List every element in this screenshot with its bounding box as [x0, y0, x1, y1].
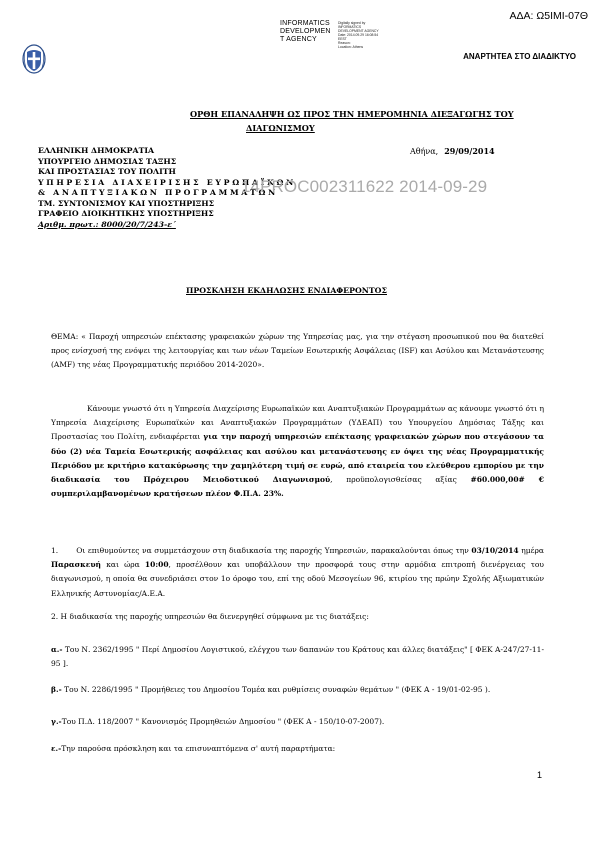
intro-paragraph	[51, 402, 544, 501]
point-1-text: Οι επιθυμούντες να συμμετάσχουν στη διαδικασία της παροχής Υπηρεσιών, παρακαλούνται όπως την	[76, 546, 472, 555]
issuer-line: ΕΛΛΗΝΙΚΗ ΔΗΜΟΚΡΑΤΙΑ	[38, 146, 155, 155]
invitation-heading: ΠΡΟΣΚΛΗΣΗ ΕΚΔΗΛΩΣΗΣ ΕΝΔΙΑΦΕΡΟΝΤΟΣ	[186, 286, 387, 295]
provision-text: Του Π.Δ. 118/2007 " Κανονισμός Προμηθειών Δημοσίου " (ΦΕΚ Α - 150/10-07-2007).	[61, 717, 385, 726]
digital-signature-details	[338, 21, 398, 49]
intro-bold-text: για την παροχή υπηρεσιών επέκτασης γραφειακών χώρων που στεγάσουν τα δύο (2) νέα Ταμεία Εσωτερικής ασφάλειας και ασύλου και μετανάστευσης εν όψει της νέας Προγραμματικής Περιόδου με κριτήριο κατακύρωσης την χαμηλότερη τιμή σε ευρώ, από εταιρεία του ελεύθερου εμπορίου με την διαδικασία του Πρόχειρου Μειοδοτικού Διαγωνισμού	[51, 432, 544, 485]
ada-code: ΑΔΑ: Ω5ΙΜΙ-07Θ	[509, 10, 588, 22]
document-date: 29/09/2014	[444, 146, 495, 156]
budget-amount: #60.000,00# € συμπεριλαμβανομένων κρατήσεων πλέον Φ.Π.Α. 23%.	[51, 475, 544, 499]
submission-time: 10:00	[144, 560, 169, 570]
point-1	[51, 544, 544, 601]
intro-text-cont: , προϋπολογισθείσας αξίας	[330, 475, 471, 485]
signature-detail-line: Location: Athens	[338, 45, 364, 49]
provision-label: α.-	[51, 645, 63, 654]
provision-label: γ.-	[51, 717, 62, 726]
submission-day: Παρασκευή	[51, 560, 101, 570]
point-number: 1.	[51, 546, 59, 555]
internet-posting-notice: ΑΝΑΡΤΗΤΕΑ ΣΤΟ ΔΙΑΔΙΚΤΥΟ	[463, 52, 576, 61]
protocol-watermark: 14PROC002311622 2014-09-29	[241, 177, 488, 196]
provision-label: ε.-	[51, 744, 62, 753]
greek-emblem-icon	[22, 44, 46, 74]
point-1-text: ημέρα	[518, 546, 544, 555]
provision-label: β.-	[51, 685, 62, 694]
signature-detail-line: INFORMATICS	[338, 25, 362, 29]
issuer-line: & ΑΝΑΠΤΥΞΙΑΚΩΝ ΠΡΟΓΡΑΜΜΑΤΩΝ	[38, 188, 278, 197]
provision-e	[51, 742, 544, 756]
provision-text: Του Ν. 2362/1995 " Περί Δημοσίου Λογιστικού, ελέγχου των δαπανών του Κράτους και άλλες διατάξεις" [ ΦΕΚ Α-247/27-11-95 ].	[51, 645, 544, 669]
submission-date: 03/10/2014	[471, 546, 519, 555]
signature-org-line: INFORMATICS	[280, 20, 330, 27]
signature-detail-line: Reason:	[338, 41, 351, 45]
issuer-line: ΓΡΑΦΕΙΟ ΔΙΟΙΚΗΤΙΚΗΣ ΥΠΟΣΤΗΡΙΞΗΣ	[38, 209, 214, 218]
signature-detail-line: DEVELOPMENT AGENCY	[338, 29, 379, 33]
signature-detail-line: Date: 2014.09.29 16:08:54	[338, 33, 379, 37]
signature-detail-line: Digitally signed by	[338, 21, 366, 25]
signature-org-line: T AGENCY	[280, 36, 317, 43]
correction-title	[190, 107, 550, 135]
protocol-reference: Αριθμ. πρωτ.: 8000/20/7/243-ε΄	[38, 219, 176, 229]
date-line	[410, 146, 495, 156]
correction-title-line1: ΟΡΘΗ ΕΠΑΝΑΛΗΨΗ ΩΣ ΠΡΟΣ ΤΗΝ ΗΜΕΡΟΜΗΝΙΑ ΔΙΕΞΑΓΩΓΗΣ ΤΟΥ	[190, 109, 514, 119]
point-1-text: και ώρα	[100, 560, 145, 570]
issuer-line: ΚΑΙ ΠΡΟΣΤΑΣΙΑΣ ΤΟΥ ΠΟΛΙΤΗ	[38, 167, 176, 176]
provision-c	[51, 715, 544, 729]
city: Αθήνα,	[410, 147, 439, 156]
signature-detail-line: EEST	[338, 37, 347, 41]
issuer-line: ΥΠΟΥΡΓΕΙΟ ΔΗΜΟΣΙΑΣ ΤΑΞΗΣ	[38, 156, 177, 166]
point-2: 2. Η διαδικασία της παροχής υπηρεσιών θα διενεργηθεί σύμφωνα με τις διατάξεις:	[51, 612, 369, 621]
issuer-line: ΤΜ. ΣΥΝΤΟΝΙΣΜΟΥ ΚΑΙ ΥΠΟΣΤΗΡΙΞΗΣ	[38, 198, 215, 208]
subject-paragraph: ΘΕΜΑ: « Παροχή υπηρεσιών επέκτασης γραφειακών χώρων της Υπηρεσίας μας, για την στέγαση προσωπικού που θα διατεθεί προς ενίσχυσή της ενόψει της λειτουργίας και των νέων Ταμείων Εσωτερικής Ασφάλειας (ISF) και Ασύλου και Μετανάστευσης (AMF) της νέας Προγραμματικής περιόδου 2014-2020».	[51, 332, 544, 370]
page-number: 1	[537, 770, 543, 780]
intro-text: Κάνουμε γνωστό ότι η Υπηρεσία Διαχείρισης Ευρωπαϊκών και Αναπτυξιακών Προγραμμάτων ας κάνουμε γνωστό ότι η Υπηρεσία Διαχείρισης Ευρωπαϊκών και Αναπτυξιακών Προγραμμάτων (ΥΔΕΑΠ) του Υπουργείου Δημόσιας Τάξης και Προστασίας του Πολίτη, ενδιαφέρεται	[51, 404, 544, 442]
point-1-text: , προσέλθουν και υποβάλλουν την προσφορά τους στην αρμόδια επιτροπή διενέργειας του διαγωνισμού, η οποία θα συνεδριάσει στον 1ο όροφο του, επί της οδού Μεσογείων 96, κτιρίου της πρώην Σχολής Αξιωματικών Ελληνικής Αστυνομίας/Α.Ε.Α.	[51, 560, 544, 598]
correction-title-line2: ΔΙΑΓΩΝΙΣΜΟΥ	[246, 123, 315, 133]
provision-text: Την παρούσα πρόσκληση και τα επισυναπτόμενα σ' αυτή παραρτήματα:	[61, 744, 336, 753]
issuer-line: ΥΠΗΡΕΣΙΑ ΔΙΑΧΕΙΡΙΣΗΣ ΕΥΡΩΠΑΪΚΩΝ	[38, 177, 296, 187]
provision-text: Του Ν. 2286/1995 " Προμήθειες του Δημοσίου Τομέα και ρυθμίσεις συναφών θεμάτων " (ΦΕΚ Α - 19/01-02-95 ).	[61, 685, 491, 694]
provision-b	[51, 683, 544, 697]
signature-org-line: DEVELOPMEN	[280, 28, 331, 35]
provision-a	[51, 643, 544, 671]
